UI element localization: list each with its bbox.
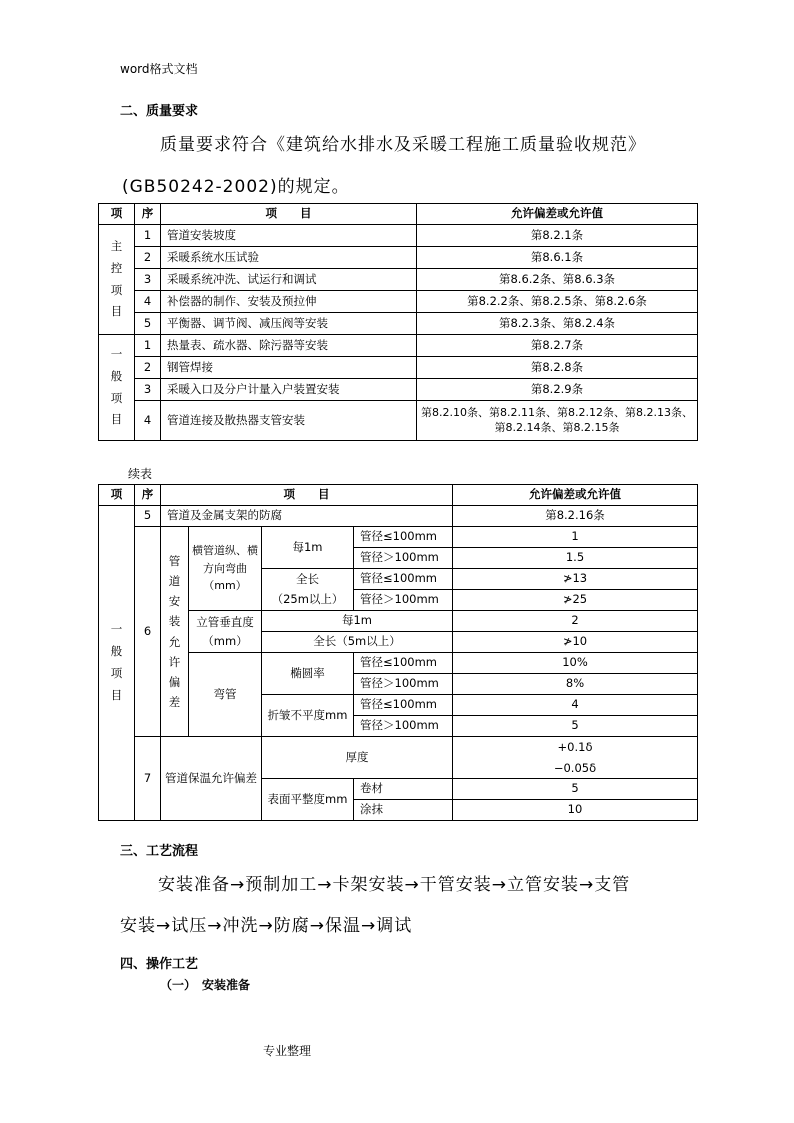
value: ≯25: [453, 590, 698, 611]
row-no: 5: [135, 506, 161, 527]
row-value: 第8.2.7条: [417, 335, 698, 357]
row-item: 补偿器的制作、安装及预拉伸: [161, 291, 417, 313]
row-no: 2: [135, 247, 161, 269]
roll-material-label: 卷材: [354, 779, 453, 800]
row-item: 采暖入口及分户计量入户装置安装: [161, 379, 417, 401]
vertical-pipe-label: 立管垂直度（mm）: [189, 611, 262, 653]
th-tolerance: 允许偏差或允许值: [453, 485, 698, 506]
vertical-per-1m: 每1m: [262, 611, 453, 632]
value: 10: [453, 800, 698, 821]
th-seq: 序: [135, 485, 161, 506]
group-main-control: 主 控 项 目: [99, 225, 135, 335]
full-length-label: 全长 （25m以上）: [262, 569, 354, 611]
value: 5: [453, 779, 698, 800]
row-value: 第8.6.2条、第8.6.3条: [417, 269, 698, 291]
process-flow-line1: 安装准备→预制加工→卡架安装→干管安装→立管安装→支管: [158, 875, 631, 895]
page-header: word格式文档: [120, 62, 198, 76]
row-value: 第8.2.16条: [453, 506, 698, 527]
quality-paragraph-line2: (GB50242-2002)的规定。: [122, 177, 350, 197]
th-item: 项: [99, 485, 135, 506]
page-footer: 专业整理: [263, 1044, 312, 1058]
value: 1: [453, 527, 698, 548]
wrinkle-flatness-label: 折皱不平度mm: [262, 695, 354, 737]
row-no: 5: [135, 313, 161, 335]
row-value: 第8.2.8条: [417, 357, 698, 379]
diameter-le-100: 管径≤100mm: [354, 653, 453, 674]
value: 5: [453, 716, 698, 737]
value: 10%: [453, 653, 698, 674]
row-item: 管道连接及散热器支管安装: [161, 401, 417, 441]
diameter-gt-100: 管径＞100mm: [354, 674, 453, 695]
value: 2: [453, 611, 698, 632]
row-value: 第8.2.3条、第8.2.4条: [417, 313, 698, 335]
row-value: 第8.2.10条、第8.2.11条、第8.2.12条、第8.2.13条、第8.2.14条、第8.2.15条: [417, 401, 698, 441]
row-item: 管道安装坡度: [161, 225, 417, 247]
row-no: 6: [135, 527, 161, 737]
th-seq: 序: [135, 204, 161, 225]
continued-label: 续表: [128, 467, 153, 481]
value: 8%: [453, 674, 698, 695]
section-4-sub-1: （一） 安装准备: [160, 978, 251, 992]
surface-flatness-label: 表面平整度mm: [262, 779, 354, 821]
quality-table-2: [98, 484, 698, 821]
row-no: 7: [135, 737, 161, 821]
pipe-install-tolerance-label: 管 道 安 装 允 许 偏 差: [161, 527, 189, 737]
th-item: 项: [99, 204, 135, 225]
row-value: 第8.2.9条: [417, 379, 698, 401]
thickness-label: 厚度: [262, 737, 453, 779]
section-4-title: 四、操作工艺: [120, 957, 199, 972]
row-item: 钢管焊接: [161, 357, 417, 379]
section-2-title: 二、质量要求: [120, 104, 199, 119]
insulation-tolerance-label: 管道保温允许偏差: [161, 737, 262, 821]
row-no: 1: [135, 225, 161, 247]
quality-table-1: [98, 203, 698, 441]
row-no: 4: [135, 401, 161, 441]
vertical-full-length: 全长（5m以上）: [262, 632, 453, 653]
process-flow-line2: 安装→试压→冲洗→防腐→保温→调试: [120, 916, 413, 936]
paint-label: 涂抹: [354, 800, 453, 821]
thickness-value: +0.1δ −0.05δ: [453, 737, 698, 779]
row-no: 3: [135, 379, 161, 401]
per-1m-label: 每1m: [262, 527, 354, 569]
horizontal-bend-label: 横管道纵、横方向弯曲（mm）: [189, 527, 262, 611]
row-value: 第8.2.1条: [417, 225, 698, 247]
diameter-gt-100: 管径＞100mm: [354, 548, 453, 569]
row-item: 管道及金属支架的防腐: [161, 506, 453, 527]
group-general: 一 般 项 目: [99, 506, 135, 821]
th-project: 项 目: [161, 204, 417, 225]
row-item: 采暖系统冲洗、试运行和调试: [161, 269, 417, 291]
row-value: 第8.2.2条、第8.2.5条、第8.2.6条: [417, 291, 698, 313]
row-item: 热量表、疏水器、除污器等安装: [161, 335, 417, 357]
diameter-gt-100: 管径＞100mm: [354, 590, 453, 611]
row-no: 1: [135, 335, 161, 357]
diameter-le-100: 管径≤100mm: [354, 569, 453, 590]
diameter-le-100: 管径≤100mm: [354, 695, 453, 716]
row-value: 第8.6.1条: [417, 247, 698, 269]
value: ≯13: [453, 569, 698, 590]
row-item: 平衡器、调节阀、减压阀等安装: [161, 313, 417, 335]
value: 1.5: [453, 548, 698, 569]
group-general: 一 般 项 目: [99, 335, 135, 441]
value: 4: [453, 695, 698, 716]
value: ≯10: [453, 632, 698, 653]
diameter-gt-100: 管径＞100mm: [354, 716, 453, 737]
th-tolerance: 允许偏差或允许值: [417, 204, 698, 225]
row-item: 采暖系统水压试验: [161, 247, 417, 269]
section-3-title: 三、工艺流程: [120, 844, 199, 859]
diameter-le-100: 管径≤100mm: [354, 527, 453, 548]
bend-pipe-label: 弯管: [189, 653, 262, 737]
row-no: 2: [135, 357, 161, 379]
quality-paragraph-line1: 质量要求符合《建筑给水排水及采暖工程施工质量验收规范》: [160, 135, 646, 155]
row-no: 4: [135, 291, 161, 313]
th-project: 项 目: [161, 485, 453, 506]
row-no: 3: [135, 269, 161, 291]
ellipse-rate-label: 椭圆率: [262, 653, 354, 695]
